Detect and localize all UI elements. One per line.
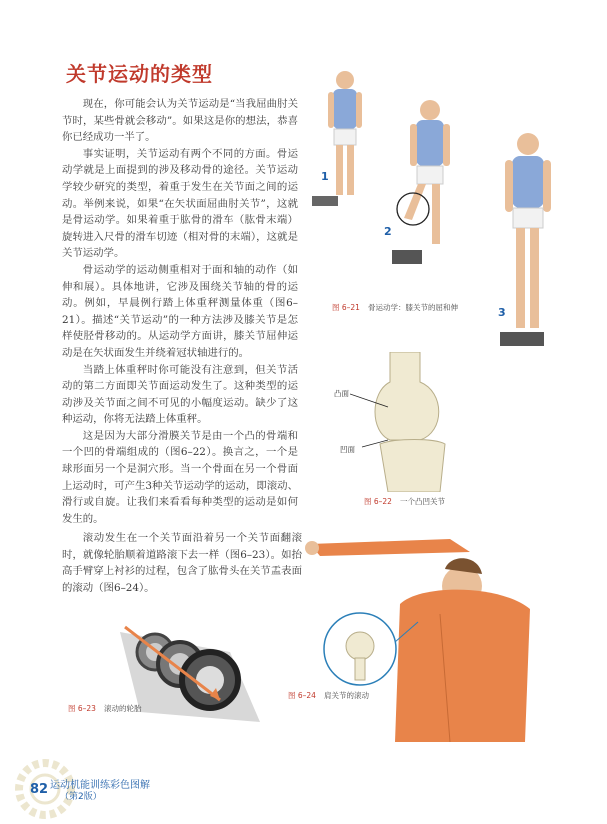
book-edition: （第2版） [60,792,102,802]
figure-6-24-illustration [300,524,600,742]
figure-number: 图 6–24 [288,691,316,700]
paragraph: 当踏上体重秤时你可能没有注意到，但关节活动的第二方面即关节面运动发生了。这种类型的运动涉及关节面之间不可见的小幅度运动。缺少了这种运动，你将无法踏上体重秤。 [62,363,298,426]
convex-label: 凸面 [334,389,349,398]
tire-icon [182,652,238,708]
figure-number: 图 6–22 [364,497,392,506]
page-number: 82 [30,782,49,797]
figure-caption-text: 滚动的轮胎 [103,704,142,713]
step-label-2: 2 [384,225,392,238]
paragraph: 这是因为大部分滑膜关节是由一个凸的骨端和一个凹的骨端组成的（图6–22）。换言之，一个是球形面另一个是洞穴形。当一个骨面在另一个骨面上运动时，可产生3种关节运动学的运动，即滚动、滑行或自旋。让我们来看看每种类型的运动是如何发生的。 [62,429,298,525]
section-title: 关节运动的类型 [66,62,213,86]
figure-6-22-illustration [350,352,460,492]
figure-6-21-illustration [300,60,560,360]
figure-6-23-caption [68,703,141,714]
paragraph: 骨运动学的运动侧重相对于面和轴的动作（如伸和展）。具体地讲，它涉及围绕关节轴的骨的运动。例如，早晨例行踏上体重秤测量体重（图6–21）。描述“关节运动”的一种方法涉及膝关节是怎样使胫骨移动的。从运动学方面讲，膝关节屈伸运动是在矢状面发生并绕着冠状轴进行的。 [62,263,298,359]
man-tall-figure [500,133,551,346]
figure-caption-text: 肩关节的滚动 [323,691,369,700]
concave-label: 凹面 [340,445,355,454]
figure-6-24-caption [288,690,369,701]
figure-6-21-caption [332,302,458,313]
step-label-1: 1 [321,170,329,183]
paragraph: 滚动发生在一个关节面沿着另一个关节面翻滚时，就像轮胎顺着道路滚下去一样（图6–23）。如抬高手臂穿上衬衫的过程，包含了肱骨头在关节盂表面的滚动（图6–24）。 [62,532,302,594]
figure-number: 图 6–23 [68,704,96,713]
body-text-bottom [62,530,302,596]
figure-caption-text: 骨运动学：膝关节的屈和伸 [367,303,458,312]
figure-caption-text: 一个凸凹关节 [399,497,445,506]
paragraph: 现在，你可能会认为关节运动是“当我屈曲肘关节时，某些骨就会移动”。如果这是你的想法，恭喜你已经成功一半了。 [62,98,298,144]
man-standing-figure [312,71,362,206]
book-title: 运动机能训练彩色图解 [50,780,150,791]
man-bending-knee-figure [392,100,450,264]
step-label-3: 3 [498,306,506,319]
body-text-top [62,96,298,527]
figure-number: 图 6–21 [332,303,360,312]
figure-6-22-caption [364,496,445,507]
paragraph: 事实证明，关节运动有两个不同的方面。骨运动学就是上面提到的涉及移动骨的途径。关节运动学较少研究的类型，着重于发生在关节面之间的运动。举例来说，如果“在矢状面屈曲肘关节”，这就是骨运动学。如果着重于肱骨的滑车（肱骨末端）旋转进入尺骨的滑车切迹（相对骨的末端），这就是关节运动学。 [62,147,298,260]
